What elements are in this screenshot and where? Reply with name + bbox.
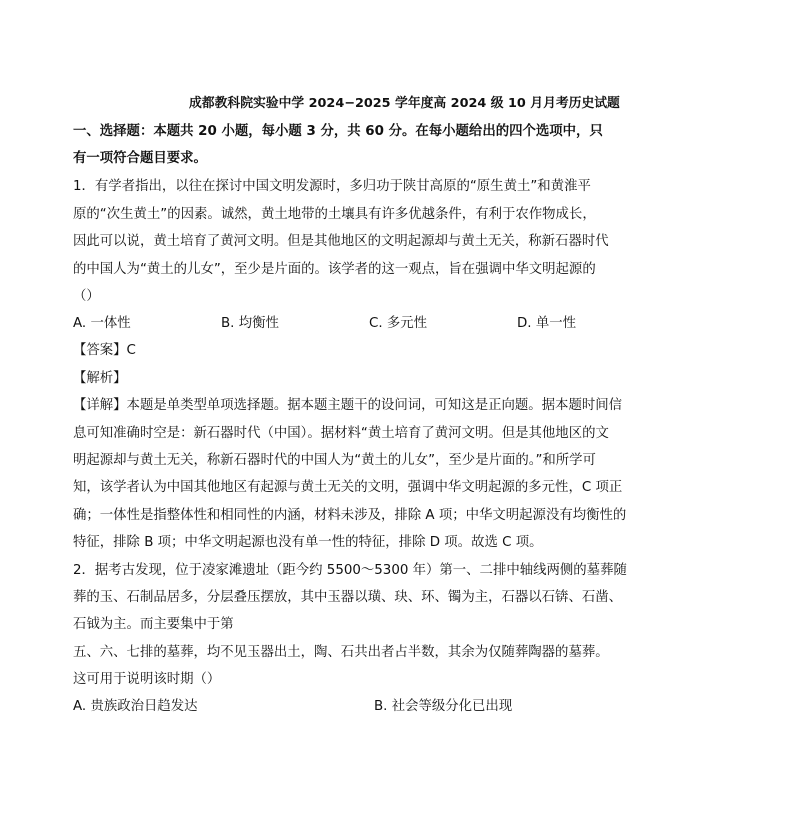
q1-answer: 【答案】C [73, 343, 136, 358]
q2-stem-line: 五、六、七排的墓葬，均不见玉器出土，陶、石共出者占半数，其余为仅随葬陶器的墓葬。 [73, 645, 609, 660]
q1-option-b: B. 均衡性 [221, 316, 279, 331]
q1-detail-line: 明起源却与黄土无关，称新石器时代的中国人为“黄土的儿女”，至少是片面的。”和所学可 [73, 453, 596, 468]
q2-stem-line: 葬的玉、石制品居多，分层叠压摆放，其中玉器以璜、玦、环、镯为主，石器以石锛、石凿、 [73, 590, 623, 605]
q1-detail-line: 【详解】本题是单类型单项选择题。据本题主题干的设问词，可知这是正向题。据本题时间信 [73, 398, 623, 413]
q1-detail-line: 确；一体性是指整体性和相同性的内涵，材料未涉及，排除 A 项；中华文明起源没有均衡性的 [73, 508, 627, 523]
q2-option-a: A. 贵族政治日趋发达 [73, 699, 198, 714]
q1-stem-line: 因此可以说，黄土培育了黄河文明。但是其他地区的文明起源却与黄土无关，称新石器时代 [73, 234, 609, 249]
q2-stem-line: 2．据考古发现，位于凌家滩遗址（距今约 5500～5300 年）第一、二排中轴线两侧的墓葬随 [73, 563, 627, 578]
q2-option-b: B. 社会等级分化已出现 [374, 699, 513, 714]
q2-stem-line: 这可用于说明该时期（） [73, 672, 221, 687]
q1-stem-line: 的中国人为“黄土的儿女”，至少是片面的。该学者的这一观点，旨在强调中华文明起源的 [73, 262, 596, 277]
page-title: 成都教科院实验中学 2024−2025 学年度高 2024 级 10 月月考历史试题 [189, 96, 620, 111]
section-heading-line-1: 一、选择题：本题共 20 小题，每小题 3 分，共 60 分。在每小题给出的四个选项中，只 [73, 124, 603, 139]
q1-detail-line: 特征，排除 B 项；中华文明起源也没有单一性的特征，排除 D 项。故选 C 项。 [73, 535, 543, 550]
q1-stem-line: （） [73, 289, 100, 304]
q1-analysis-heading: 【解析】 [73, 371, 127, 386]
section-heading-line-2: 有一项符合题目要求。 [73, 151, 207, 166]
q1-option-d: D. 单一性 [517, 316, 576, 331]
q1-detail-line: 息可知准确时空是：新石器时代（中国）。据材料“黄土培育了黄河文明。但是其他地区的文 [73, 426, 609, 441]
q1-option-c: C. 多元性 [369, 316, 428, 331]
q1-stem-line: 原的“次生黄土”的因素。诚然，黄土地带的土壤具有许多优越条件，有利于农作物成长， [73, 207, 596, 222]
q2-stem-line: 石钺为主。而主要集中于第 [73, 617, 234, 632]
q1-stem-line: 1．有学者指出，以往在探讨中国文明发源时，多归功于陕甘高原的“原生黄土”和黄淮平 [73, 179, 591, 194]
q1-detail-line: 知，该学者认为中国其他地区有起源与黄土无关的文明，强调中华文明起源的多元性，C 项正 [73, 480, 623, 495]
q1-option-a: A. 一体性 [73, 316, 131, 331]
